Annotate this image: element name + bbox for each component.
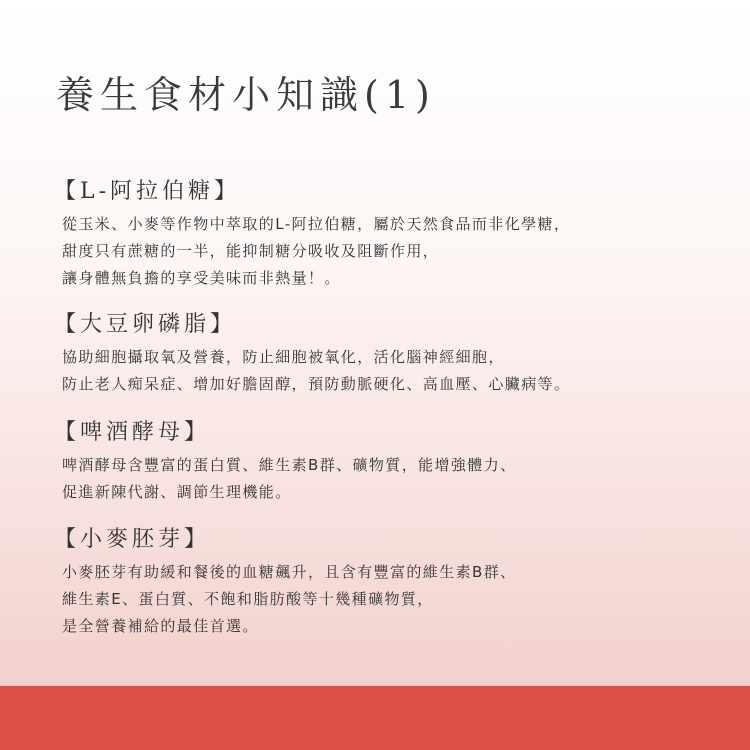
body-line: 小麥胚芽有助緩和餐後的血糖飆升，且含有豐富的維生素B群、 [62, 563, 517, 581]
section-heading-l-arabinose: 【L-阿拉伯糖】 [54, 179, 241, 204]
page-title: 養生食材小知識(1) [56, 73, 436, 117]
section-body-wheat-germ [62, 559, 517, 640]
body-line: 協助細胞攝取氧及營養，防止細胞被氧化，活化腦神經細胞， [62, 348, 505, 366]
section-soy-lecithin [54, 307, 570, 398]
section-brewers-yeast [54, 415, 517, 506]
body-line: 維生素E、蛋白質、不飽和脂肪酸等十幾種礦物質， [62, 590, 434, 608]
section-heading-brewers-yeast: 【啤酒酵母】 [54, 420, 211, 445]
section-wheat-germ [54, 522, 517, 640]
section-body-l-arabinose [62, 211, 570, 292]
body-line: 啤酒酵母含豐富的蛋白質、維生素B群、礦物質，能增強體力、 [62, 456, 517, 474]
body-line: 促進新陳代謝、調節生理機能。 [62, 483, 292, 501]
body-line: 讓身體無負擔的享受美味而非熱量！。 [62, 269, 341, 287]
section-body-soy-lecithin [62, 344, 570, 398]
section-heading-soy-lecithin: 【大豆卵磷脂】 [54, 312, 237, 337]
section-body-brewers-yeast [62, 452, 517, 506]
body-line: 甜度只有蔗糖的一半，能抑制糖分吸收及阻斷作用， [62, 242, 440, 260]
section-heading-wheat-germ: 【小麥胚芽】 [54, 527, 211, 552]
footer-band [0, 686, 750, 750]
body-line: 防止老人痴呆症、增加好膽固醇，預防動脈硬化、高血壓、心臟病等。 [62, 375, 571, 393]
section-l-arabinose [54, 174, 570, 292]
body-line: 從玉米、小麥等作物中萃取的L-阿拉伯糖，屬於天然食品而非化學糖， [62, 215, 571, 233]
body-line: 是全營養補給的最佳首選。 [62, 617, 259, 635]
